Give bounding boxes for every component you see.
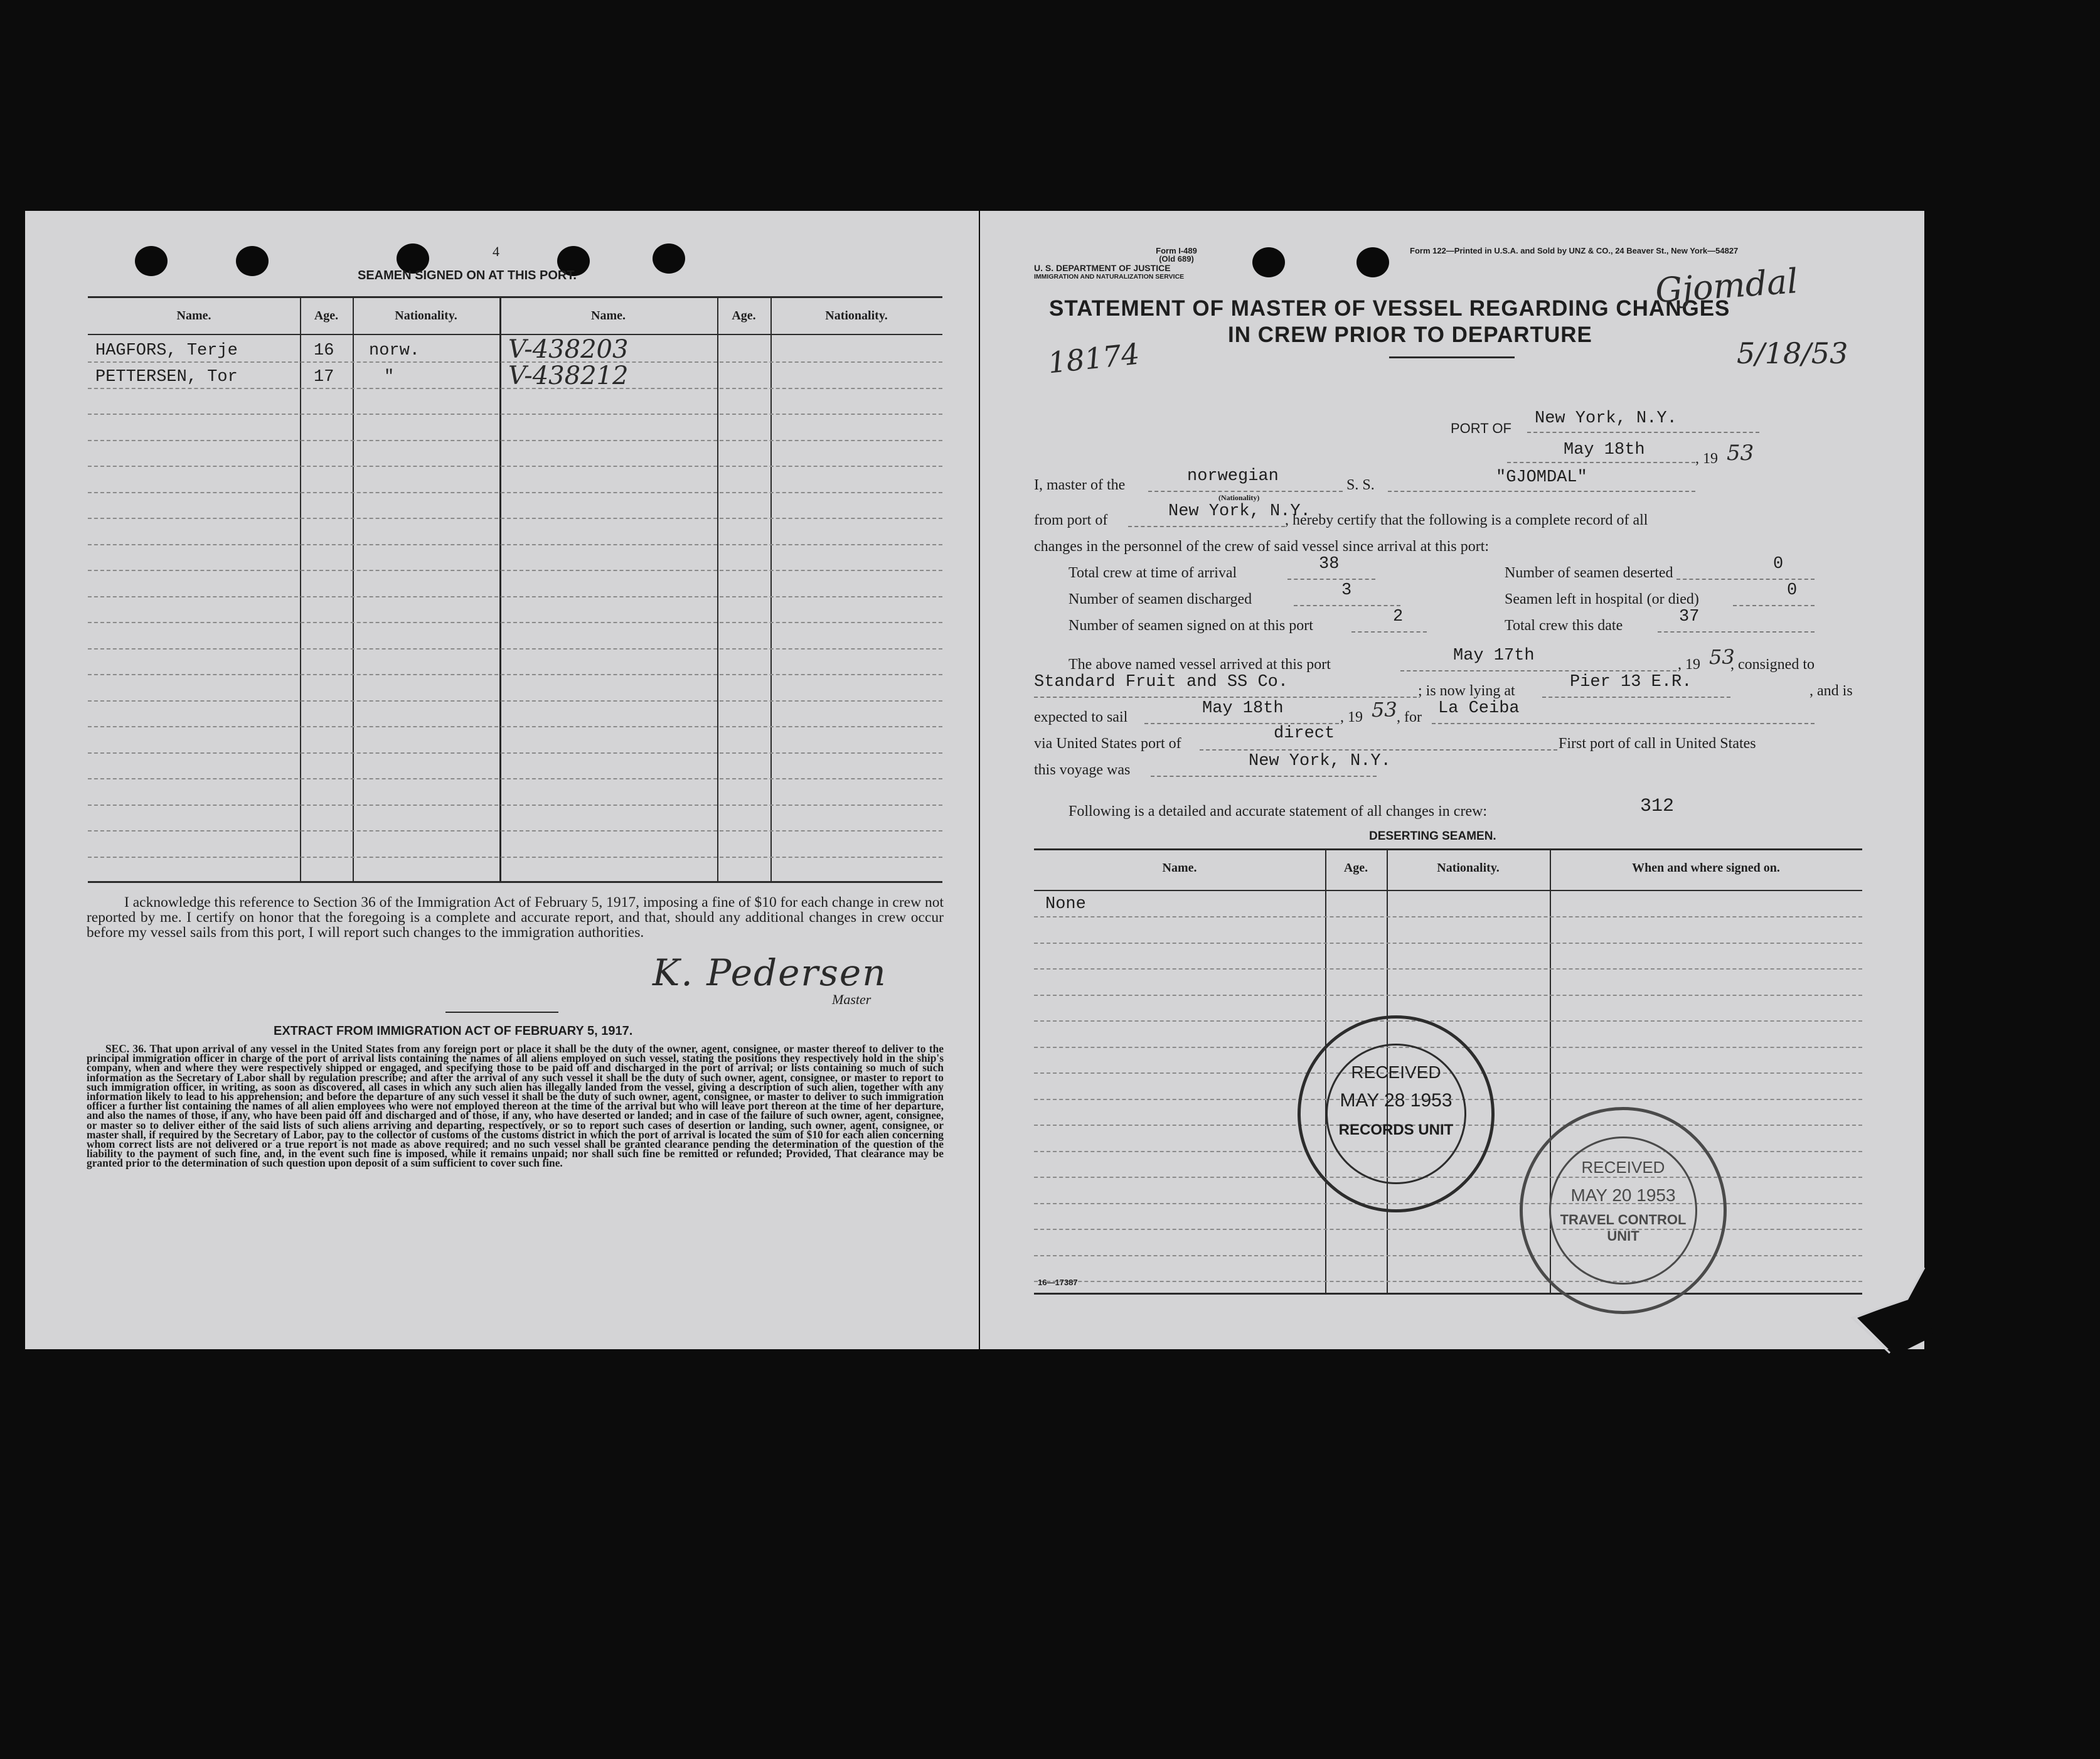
- row-rule: [1034, 1203, 1862, 1204]
- deserting-name: None: [1045, 895, 1086, 914]
- table-top-rule: [1034, 848, 1862, 850]
- hospital-label: Seamen left in hospital (or died): [1505, 591, 1699, 607]
- folded-corner: [1845, 1268, 1932, 1362]
- stamp-text: RECEIVED: [1351, 1062, 1441, 1082]
- form-old-number: (Old 689): [1159, 254, 1194, 264]
- column-header-nationality: Nationality.: [825, 309, 888, 323]
- arrived-label: The above named vessel arrived at this port: [1069, 656, 1331, 673]
- voyage-value: New York, N.Y.: [1249, 752, 1391, 771]
- column-header-age: Age.: [1343, 861, 1368, 875]
- handwritten-date: 5/18/53: [1737, 336, 1848, 370]
- punch-hole: [1356, 247, 1389, 277]
- received-stamp-travel: [1520, 1107, 1727, 1314]
- table-bottom-rule: [1034, 1293, 1862, 1295]
- column-header-name: Name.: [1162, 861, 1197, 875]
- handwritten-ship-name: Gjomdal: [1654, 261, 1799, 311]
- row-rule: [88, 726, 942, 727]
- ss-label: S. S.: [1346, 477, 1375, 493]
- extract-body: SEC. 36. That upon arrival of any vessel in the United States from any foreign port or place it shall be the duty of the owner, agent, consignee, or master thereof to deliver to the principal immigration officer in charge of the port of arrival lists containing the names of all aliens employed on such vessel, stating the positions they respectively hold in the ship's company, when and where they were respectively shipped or engaged, and specifying those to be paid off and discharged in the port of arrival; or lists containing so much of such information as the Secretary of Labor shall by regulation prescribe; and after the arrival of any such vessel it shall be the duty of such owner, agent, consignee, or master to report to such immigration officer, in writing, as soon as discovered, all cases in which any such alien has illegally landed from the vessel, giving a description of such alien, together with any information likely to lead to his apprehension; and before the departure of any such vessel it shall be the duty of such owner, agent, consignee, or master to deliver to such immigration officer a further list containing the names of all alien employees who were not employed thereon at the time of the arrival but who will leave port thereon at the time of her departure, and also the names of those, if any, who have been paid off and discharged and of those, if any, who have deserted or landed; and in case of the failure of such owner, agent, consignee, or master so to deliver either of the said lists of such aliens arriving and departing, respectively, or so to report such cases of desertion or landing, such owner, agent, consignee, or master shall, if required by the Secretary of Labor, pay to the collector of customs of the customs district in which the port of arrival is located the sum of $10 for each alien concerning whom correct lists are not delivered or a true report is not made as above required; and no such vessel shall be granted clearance pending the determination of the question of the liability to the payment of such fine, and, in the event such fine is imposed, while it remains unpaid; nor shall such fine be remitted or refunded; Provided, That clearance may be granted prior to the determination of such question upon deposit of a sum sufficient to cover such fine.: [87, 1042, 944, 1170]
- column-header-nationality: Nationality.: [1437, 861, 1500, 875]
- via-value: direct: [1274, 724, 1335, 743]
- consigned-label: , consigned to: [1730, 656, 1815, 673]
- port-value: New York, N.Y.: [1535, 409, 1677, 428]
- for-value: La Ceiba: [1438, 699, 1520, 718]
- row-rule: [88, 518, 942, 519]
- stamp-date: MAY 28 1953: [1340, 1090, 1452, 1111]
- row-rule: [88, 596, 942, 597]
- table-bottom-rule: [88, 881, 942, 883]
- form-subtitle: IN CREW PRIOR TO DEPARTURE: [1228, 323, 1592, 347]
- left-page: [25, 211, 979, 1349]
- expected-label: expected to sail: [1034, 709, 1128, 725]
- column-header-name: Name.: [176, 309, 211, 323]
- form-id-block: [1117, 247, 1236, 263]
- master-signature: K. Pedersen: [653, 951, 887, 994]
- stamp-date: MAY 20 1953: [1570, 1185, 1676, 1205]
- title-rule: [1389, 356, 1515, 358]
- row-rule: [88, 648, 942, 650]
- column-header-name: Name.: [591, 309, 626, 323]
- seaman-name: HAGFORS, Terje: [95, 341, 238, 360]
- row-rule: [1034, 1255, 1862, 1256]
- form-title: STATEMENT OF MASTER OF VESSEL REGARDING CHANGES: [1049, 296, 1730, 321]
- stamp-text: RECEIVED: [1581, 1158, 1665, 1177]
- right-page: [980, 211, 1924, 1349]
- consignee-value: Standard Fruit and SS Co.: [1034, 673, 1289, 692]
- year-value: 53: [1727, 441, 1754, 466]
- lying-value: Pier 13 E.R.: [1570, 673, 1692, 692]
- row-rule: [88, 857, 942, 858]
- from-port-label: from port of: [1034, 512, 1108, 528]
- column-divider: [717, 296, 718, 881]
- row-rule: [88, 674, 942, 675]
- service: IMMIGRATION AND NATURALIZATION SERVICE: [1034, 273, 1185, 281]
- handwritten-note: V-438212: [508, 361, 629, 390]
- column-divider: [300, 296, 301, 881]
- row-rule: [1034, 1229, 1862, 1230]
- punch-hole: [135, 246, 168, 276]
- row-rule: [1034, 968, 1862, 970]
- punch-hole: [653, 243, 685, 274]
- row-rule: [1034, 1281, 1862, 1282]
- discharged-label: Number of seamen discharged: [1069, 591, 1252, 607]
- nationality-value: norwegian: [1187, 467, 1279, 486]
- stamp-unit: TRAVEL CONTROL UNIT: [1560, 1212, 1687, 1244]
- row-rule: [88, 466, 942, 467]
- printer-note: Form 122—Printed in U.S.A. and Sold by UNZ & CO., 24 Beaver St., New York—54827: [1410, 246, 1739, 255]
- seaman-nationality: ": [384, 368, 395, 387]
- handwritten-number: 18174: [1046, 336, 1141, 380]
- arrived-value: May 17th: [1453, 646, 1535, 665]
- year-prefix: , 19: [1678, 656, 1700, 673]
- row-rule: [88, 440, 942, 441]
- expected-year-value: 53: [1372, 698, 1397, 722]
- column-divider: [770, 296, 772, 881]
- row-rule: [88, 778, 942, 779]
- row-rule: [1034, 943, 1862, 944]
- row-rule: [1034, 916, 1862, 917]
- voyage-label: this voyage was: [1034, 762, 1131, 778]
- signed-on-label: Number of seamen signed on at this port: [1069, 618, 1313, 634]
- column-header-age: Age.: [314, 309, 339, 323]
- department: U. S. DEPARTMENT OF JUSTICE: [1034, 263, 1171, 273]
- seaman-age: 17: [314, 368, 334, 387]
- year-prefix: , 19: [1695, 451, 1718, 467]
- divider: [445, 1012, 558, 1013]
- column-header-age: Age.: [732, 309, 756, 323]
- from-port-value: New York, N.Y.: [1168, 502, 1311, 521]
- for-label: , for: [1397, 709, 1422, 725]
- total-date-label: Total crew this date: [1505, 618, 1623, 634]
- row-rule: [88, 752, 942, 754]
- table-top-rule: [88, 296, 942, 298]
- signed-on-value: 2: [1393, 607, 1404, 626]
- section-title: SEAMEN SIGNED ON AT THIS PORT.: [358, 269, 577, 282]
- row-rule: [88, 805, 942, 806]
- acknowledgement-text: I acknowledge this reference to Section 36 of the Immigration Act of February 5, 1917, imposing a fine of $10 for each change in crew not reported by me. I certify on honor that the foregoing is a complete and accurate report, and that, should any additional changes in crew occur before my vessel sails from this port, I will report such changes to the immigration authorities.: [87, 894, 944, 941]
- certify-text-line2: changes in the personnel of the crew of said vessel since arrival at this port:: [1034, 538, 1490, 555]
- seaman-nationality: norw.: [369, 341, 420, 360]
- first-port-label: First port of call in United States: [1559, 735, 1756, 752]
- row-rule: [88, 414, 942, 415]
- row-rule: [88, 492, 942, 493]
- changes-count: 312: [1640, 796, 1675, 817]
- column-divider: [353, 296, 354, 881]
- nationality-caption: (Nationality): [1218, 493, 1260, 502]
- row-rule: [88, 544, 942, 545]
- via-label: via United States port of: [1034, 735, 1181, 752]
- deserted-value: 0: [1773, 555, 1784, 574]
- row-rule: [88, 700, 942, 702]
- extract-title: EXTRACT FROM IMMIGRATION ACT OF FEBRUARY 5, 1917.: [274, 1024, 633, 1038]
- column-header-signed-on: When and where signed on.: [1632, 861, 1780, 875]
- seaman-name: PETTERSEN, Tor: [95, 368, 238, 387]
- row-rule: [1034, 1020, 1862, 1022]
- signature-label: Master: [832, 992, 871, 1007]
- total-arrival-label: Total crew at time of arrival: [1069, 565, 1237, 581]
- year-prefix: , 19: [1340, 709, 1363, 725]
- date-value: May 18th: [1564, 441, 1645, 459]
- seaman-age: 16: [314, 341, 334, 360]
- hospital-value: 0: [1787, 581, 1798, 600]
- column-header-nationality: Nationality.: [395, 309, 457, 323]
- page-number: 4: [493, 243, 499, 259]
- row-rule: [88, 622, 942, 623]
- deserting-title: DESERTING SEAMEN.: [1369, 830, 1496, 843]
- stamp-unit: RECORDS UNIT: [1338, 1121, 1454, 1138]
- department-block: [1034, 264, 1184, 281]
- row-rule: [88, 830, 942, 831]
- row-rule: [88, 570, 942, 571]
- master-prefix: I, master of the: [1034, 477, 1126, 493]
- form-number: Form I-489: [1156, 246, 1197, 255]
- column-divider: [499, 296, 501, 881]
- arrived-year-value: 53: [1709, 645, 1735, 669]
- punch-hole: [1252, 247, 1285, 277]
- total-arrival-value: 38: [1319, 555, 1340, 574]
- total-date-value: 37: [1679, 607, 1700, 626]
- port-label: PORT OF: [1451, 420, 1511, 436]
- discharged-value: 3: [1341, 581, 1352, 600]
- row-rule: [1034, 995, 1862, 996]
- footer-code: 16—17387: [1038, 1278, 1078, 1287]
- and-is-label: , and is: [1810, 683, 1853, 699]
- punch-hole: [236, 246, 269, 276]
- following-label: Following is a detailed and accurate statement of all changes in crew:: [1069, 803, 1488, 820]
- vessel-value: "GJOMDAL": [1496, 468, 1587, 487]
- received-stamp-records: [1298, 1015, 1495, 1212]
- handwritten-note: V-438203: [508, 335, 629, 364]
- deserted-label: Number of seamen deserted: [1505, 565, 1673, 581]
- table-header-rule: [1034, 890, 1862, 891]
- lying-label: ; is now lying at: [1418, 683, 1515, 699]
- certify-text: , hereby certify that the following is a complete record of all: [1285, 512, 1648, 528]
- expected-value: May 18th: [1202, 699, 1284, 718]
